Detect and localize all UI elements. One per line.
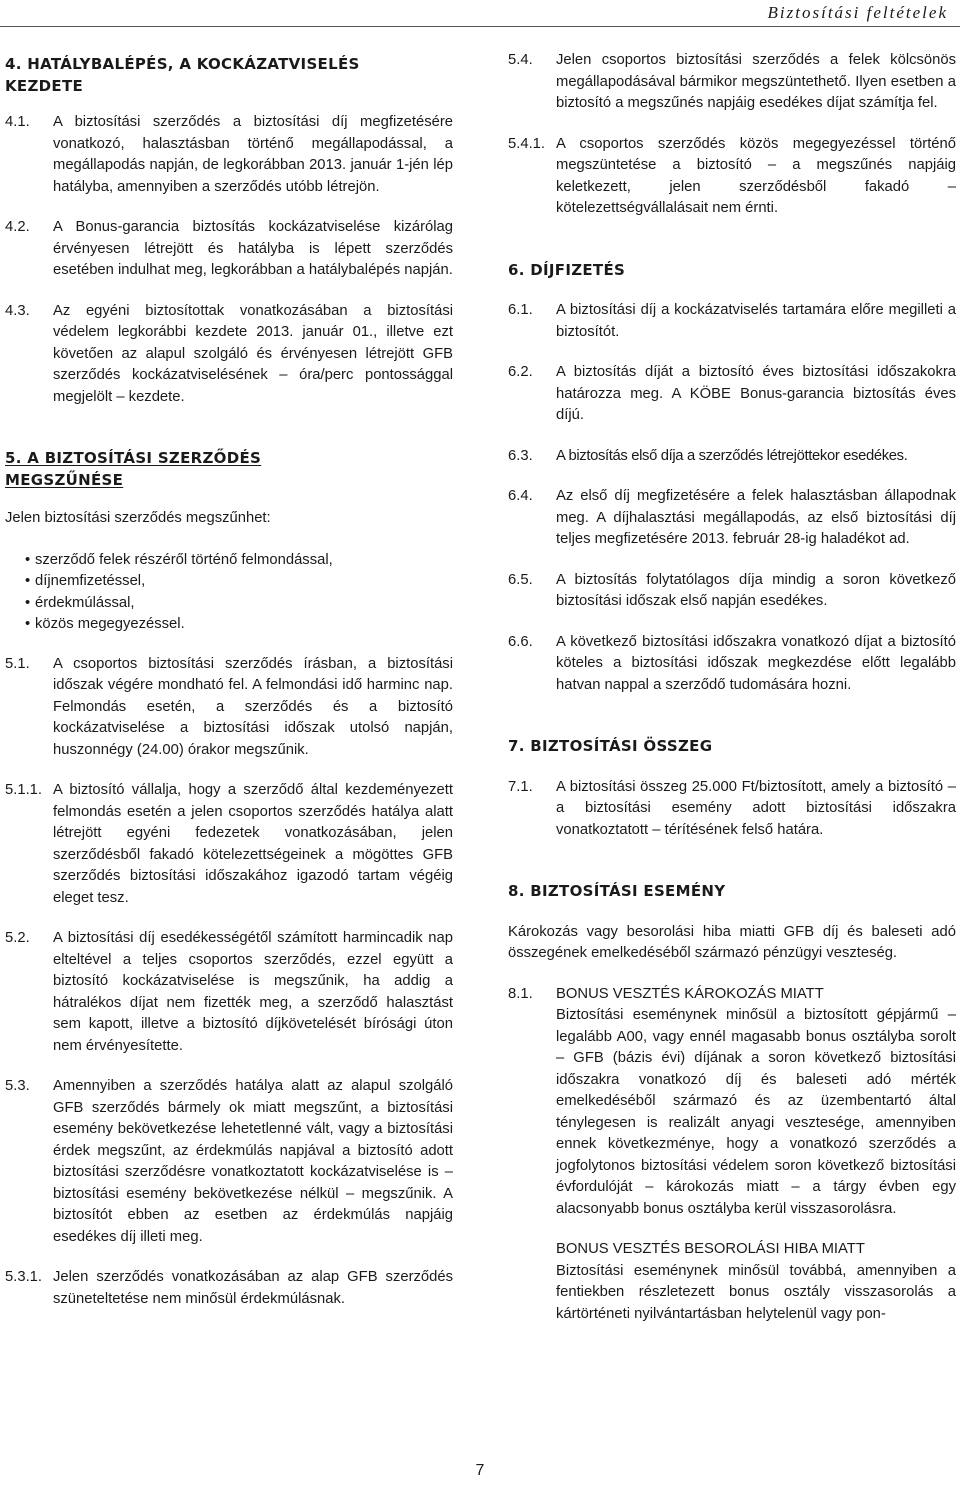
page-number: 7 xyxy=(475,1462,485,1479)
clause-6-5 xyxy=(508,570,956,613)
section-5-heading-line2: MEGSZŰNÉSE xyxy=(5,470,124,489)
clause-number: 6.2. xyxy=(508,364,533,380)
clause-5-1 xyxy=(5,654,453,762)
clause-5-3 xyxy=(5,1076,453,1248)
section-6-heading: 6. DÍJFIZETÉS xyxy=(508,260,626,279)
clause-text: Amennyiben a szerződés hatálya alatt az alapul szolgáló GFB szerződés bármely ok miatt megszűnt, a biztosítási esemény bekövetkezése lehetetlenné vált, vagy a biztosítási érdek megszűnt, az érdekmúlás napjával a biztosító adott biztosítási szerződésre vonatkoztatott kockázatviselése is – biztosítási esemény bekövetkezése nélkül – megszűnik. A biztosítót ebben az esetben az érdekmúlás napjáig esedékes díj illeti meg. xyxy=(53,1078,453,1245)
clause-text: Biztosítási eseménynek minősül a biztosított gépjármű – legalább A00, vagy ennél magasabb bonus osztályba sorolt – GFB (bázis évi) díjának a soron következő biztosítási időszakra vonatkozó díj és baleseti adó mérték emelkedéséből származó és az üzembentartó által ténylegesen is realizált anyagi vesztesége, amennyiben ennek következménye, hogy a vonatkozó szerződés a jogfolytonos biztosítási védelem soron következő biztosítási évfordulóját – károkozás miatt – a tárgy évben egy alacsonyabb bonus osztályba kerül visszasorolásra. xyxy=(556,1007,956,1217)
clause-text: A csoportos biztosítási szerződés írásban, a biztosítási időszak végére mondható fel. A felmondási idő harminc nap. Felmondás esetén, a szerződés és a biztosító kockázatviselése a biztosítási időszak utolsó napján, huszonnégy (24.00) órakor megszűnik. xyxy=(53,655,453,758)
clause-text: A biztosítási díj a kockázatviselés tartamára előre megilleti a biztosítót. xyxy=(556,302,956,340)
clause-number: 5.3.1. xyxy=(5,1269,43,1285)
clause-6-2 xyxy=(508,362,956,427)
list-item: • érdekmúlással, xyxy=(25,593,453,615)
clause-heading: BONUS VESZTÉS KÁROKOZÁS MIATT xyxy=(556,985,824,1002)
running-header xyxy=(0,0,960,27)
section-4-heading-line1: 4. HATÁLYBALÉPÉS, A KOCKÁZATVISELÉS xyxy=(5,55,360,73)
clause-4-1 xyxy=(5,112,453,198)
clause-heading: BONUS VESZTÉS BESOROLÁSI HIBA MIATT xyxy=(556,1241,865,1257)
clause-number: 8.1. xyxy=(508,985,533,1002)
section-4-heading-line2: KEZDETE xyxy=(5,76,84,95)
clause-number: 7.1. xyxy=(508,778,533,795)
clause-8-2 xyxy=(508,1239,956,1325)
section-8-heading: 8. BIZTOSÍTÁSI ESEMÉNY xyxy=(508,882,726,900)
clause-5-3-1 xyxy=(5,1267,453,1310)
left-column xyxy=(5,50,453,1310)
section-5-heading xyxy=(5,448,453,491)
clause-number: 6.5. xyxy=(508,571,533,588)
clause-text: A biztosítás folytatólagos díja mindig a soron következő biztosítási időszak első napján esedékes. xyxy=(556,571,956,609)
clause-6-1 xyxy=(508,300,956,343)
section-5-heading-line1: 5. A BIZTOSÍTÁSI SZERZŐDÉS xyxy=(5,449,262,467)
section-7-heading: 7. BIZTOSÍTÁSI ÖSSZEG xyxy=(508,737,713,755)
list-item: • közös megegyezéssel. xyxy=(25,614,453,636)
clause-text: Az első díj megfizetésére a felek halasztásban állapodnak meg. A díjhalasztási megállapodás, az első biztosítási díj teljes megfizetésére 2013. február 28-ig haladékot ad. xyxy=(556,488,956,547)
list-item: • szerződő felek részéről történő felmondással, xyxy=(25,550,453,572)
clause-6-3 xyxy=(508,446,956,468)
clause-text: Az egyéni biztosítottak vonatkozásában a biztosítási védelem legkorábbi kezdete 2013. január 01., illetve ezt követően az alapul szolgáló és érvényesen létrejött GFB szerződés kockázatviselésének – óra/perc pontossággal megjelölt – kezdete. xyxy=(53,302,453,405)
clause-number: 4.2. xyxy=(5,219,30,235)
clause-number: 5.2. xyxy=(5,930,30,946)
clause-number: 6.6. xyxy=(508,633,533,650)
list-item: • díjnemfizetéssel, xyxy=(25,571,453,593)
section-8-intro: Károkozás vagy besorolási hiba miatti GFB díj és baleseti adó összegének emelkedéséből származó pénzügyi veszteség. xyxy=(508,923,956,961)
clause-number: 5.4. xyxy=(508,52,533,68)
clause-5-2 xyxy=(5,928,453,1057)
clause-number: 5.1.1. xyxy=(5,782,43,798)
termination-list xyxy=(5,550,453,636)
clause-number: 6.3. xyxy=(508,447,533,464)
clause-6-6 xyxy=(508,632,956,697)
clause-5-1-1 xyxy=(5,780,453,909)
clause-4-2 xyxy=(5,217,453,282)
clause-text: A Bonus-garancia biztosítás kockázatviselése kizárólag érvényesen létrejött és hatályba is lépett szerződés esetében indulhat meg, legkorábban a hatálybalépés napján. xyxy=(53,219,453,278)
clause-text: A biztosítási összeg 25.000 Ft/biztosított, amely a biztosító – a biztosítási esemény adott biztosítási időszakra vonatkoztatott – térítésének felső határa. xyxy=(556,778,956,838)
clause-number: 6.1. xyxy=(508,302,533,318)
clause-number: 6.4. xyxy=(508,488,533,504)
running-title: Biztosítási feltételek xyxy=(767,3,948,22)
clause-text: A csoportos szerződés közös megegyezéssel történő megszüntetése a biztosító – a megszűnés napjáig keletkezett, jelen szerződésből fakadó – kötelezettségvállalásait nem érnti. xyxy=(556,135,956,216)
clause-6-4 xyxy=(508,486,956,551)
clause-number: 5.1. xyxy=(5,655,30,672)
section-4-heading xyxy=(5,54,453,97)
clause-5-4 xyxy=(508,50,956,115)
clause-number: 5.3. xyxy=(5,1078,30,1094)
clause-text: A következő biztosítási időszakra vonatkozó díjat a biztosító köteles a biztosítási időszak megkezdése előtt legalább hatvan nappal a szerződő tudomására hozni. xyxy=(556,633,956,693)
clause-text: Jelen csoportos biztosítási szerződés a felek kölcsönös megállapodásával bármikor megszüntethető. Ilyen esetben a biztosító a megszűnés napjáig esedékes díjat számítja fel. xyxy=(556,52,956,111)
clause-8-1 xyxy=(508,984,956,1221)
clause-4-3 xyxy=(5,301,453,409)
clause-text: A biztosítás díját a biztosító éves biztosítási időszakokra határozza meg. A KÖBE Bonus-garancia biztosítás éves díjú. xyxy=(556,364,956,423)
clause-number: 4.1. xyxy=(5,114,30,130)
clause-text: A biztosítás első díja a szerződés létrejöttekor esedékes. xyxy=(556,447,908,464)
clause-text: A biztosítási díj esedékességétől számított harmincadik nap elteltével a teljes csoportos szerződés, ezzel együtt a biztosító kockázatviselése is megszűnik, ha addig a hátralékos díjat nem fizették meg, a szerződő halasztást sem kapott, illetve a biztosító díjkövetelését bírósági úton nem érvényesítette. xyxy=(53,930,453,1054)
clause-text: A biztosítási szerződés a biztosítási díj megfizetésére vonatkozó, halasztásban történő megállapodással, a megállapodás napján, de legkorábban 2013. január 1-jén lép hatályba, amennyiben a szerződés utóbb létrejön. xyxy=(53,114,453,195)
clause-text: Biztosítási eseménynek minősül továbbá, amennyiben a fentiekben részletezett bonus osztály visszasorolás a kártörténeti nyilvántartásban helytelenül vagy pon- xyxy=(556,1262,956,1322)
clause-5-4-1 xyxy=(508,134,956,220)
clause-7-1 xyxy=(508,777,956,842)
clause-number: 4.3. xyxy=(5,302,30,319)
clause-text: A biztosító vállalja, hogy a szerződő által kezdeményezett felmondás esetén a jelen csoportos szerződés hatálya alatt létrejött egyéni fedezetek vonatkozásában, jelen szerződésből fakadó kötelezettségeinek a mögöttes GFB szerződés biztosítási időszakához igazodó tartam végéig eleget tesz. xyxy=(53,782,453,906)
right-column xyxy=(508,50,956,1325)
clause-number: 5.4.1. xyxy=(508,135,546,152)
section-5-intro: Jelen biztosítási szerződés megszűnhet: xyxy=(5,510,271,526)
clause-text: Jelen szerződés vonatkozásában az alap GFB szerződés szüneteltetése nem minősül érdekmúlásnak. xyxy=(53,1269,453,1307)
